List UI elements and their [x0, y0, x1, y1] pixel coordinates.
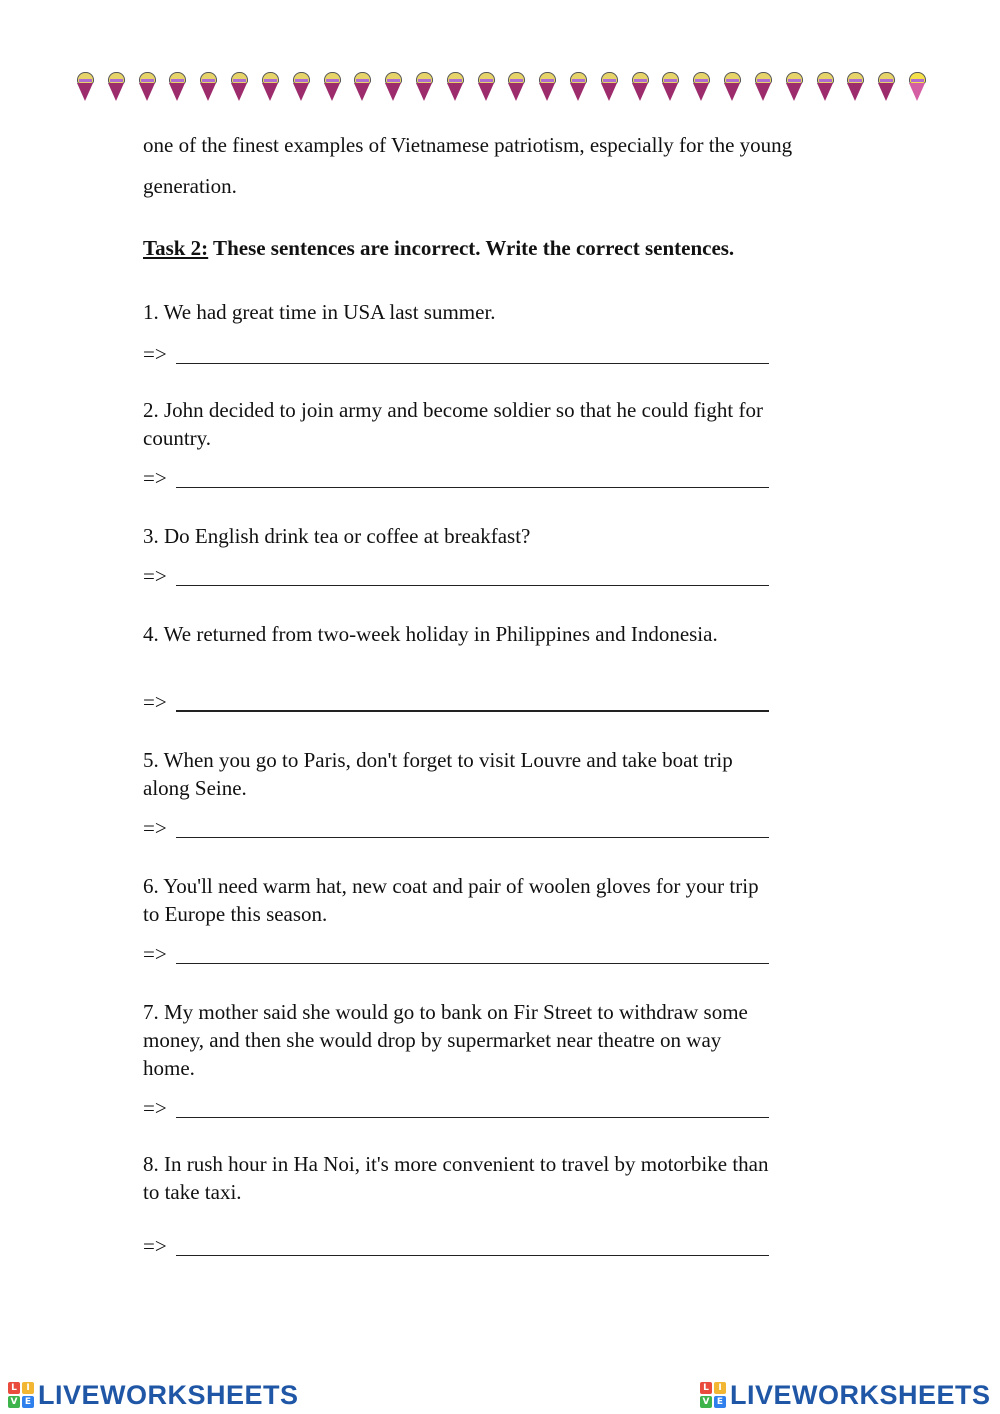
logo-block: V	[8, 1396, 20, 1408]
ice-cream-cone-icon	[415, 70, 433, 104]
ice-cream-cone-icon	[138, 70, 156, 104]
question-text: 7. My mother said she would go to bank on Fir Street to withdraw some money, and then she would drop by supermarket near theatre on way home.	[143, 1000, 748, 1080]
answer-input-line[interactable]	[176, 963, 769, 964]
question-text: 8. In rush hour in Ha Noi, it's more convenient to travel by motorbike than to take taxi.	[143, 1152, 769, 1204]
ice-cream-cone-icon	[168, 70, 186, 104]
ice-cream-cone-icon	[292, 70, 310, 104]
ice-cream-cone-icon	[908, 70, 926, 104]
answer-row	[143, 1096, 769, 1120]
answer-arrow: =>	[143, 816, 167, 840]
question-3	[143, 522, 773, 588]
answer-row	[143, 942, 769, 966]
answer-row	[143, 466, 769, 490]
question-text: 6. You'll need warm hat, new coat and pair of woolen gloves for your trip to Europe this season.	[143, 874, 759, 926]
ice-cream-cone-icon	[230, 70, 248, 104]
task-instruction: These sentences are incorrect. Write the correct sentences.	[208, 236, 735, 260]
ice-cream-cone-icon	[877, 70, 895, 104]
question-6	[143, 872, 773, 966]
ice-cream-cone-icon	[76, 70, 94, 104]
answer-row	[143, 690, 769, 714]
question-4	[143, 620, 773, 714]
ice-cream-cone-icon	[692, 70, 710, 104]
question-2	[143, 396, 773, 490]
answer-arrow: =>	[143, 342, 167, 366]
ice-cream-cone-icon	[323, 70, 341, 104]
ice-cream-cone-icon	[754, 70, 772, 104]
footer-logo-right[interactable]	[700, 1380, 991, 1410]
answer-input-line[interactable]	[176, 1255, 769, 1256]
ice-cream-cone-icon	[261, 70, 279, 104]
ice-cream-cone-icon	[631, 70, 649, 104]
question-8	[143, 1150, 773, 1258]
answer-arrow: =>	[143, 1234, 167, 1258]
question-text: 3. Do English drink tea or coffee at breakfast?	[143, 524, 531, 548]
answer-input-line[interactable]	[176, 363, 769, 364]
ice-cream-cone-icon	[538, 70, 556, 104]
ice-cream-cone-icon	[600, 70, 618, 104]
answer-input-line[interactable]	[176, 487, 769, 488]
logo-block: V	[700, 1396, 712, 1408]
ice-cream-cone-icon	[816, 70, 834, 104]
question-text: 4. We returned from two-week holiday in Philippines and Indonesia.	[143, 622, 718, 646]
answer-arrow: =>	[143, 1096, 167, 1120]
ice-cream-cone-icon	[477, 70, 495, 104]
ice-cream-cone-icon	[107, 70, 125, 104]
ice-cream-cone-icon	[353, 70, 371, 104]
logo-block: L	[8, 1382, 20, 1394]
answer-arrow: =>	[143, 942, 167, 966]
question-text: 5. When you go to Paris, don't forget to visit Louvre and take boat trip along Seine.	[143, 748, 733, 800]
ice-cream-cone-icon	[384, 70, 402, 104]
ice-cream-cone-icon	[446, 70, 464, 104]
intro-paragraph: one of the finest examples of Vietnamese patriotism, especially for the young generation.	[143, 133, 793, 198]
answer-row	[143, 342, 769, 366]
logo-blocks-icon	[8, 1382, 34, 1408]
answer-input-line[interactable]	[176, 585, 769, 586]
logo-block: E	[714, 1396, 726, 1408]
question-text: 2. John decided to join army and become soldier so that he could fight for country.	[143, 398, 763, 450]
brand-name: LIVEWORKSHEETS	[38, 1379, 299, 1410]
task-label: Task 2:	[143, 236, 209, 260]
logo-blocks-icon	[700, 1382, 726, 1408]
answer-arrow: =>	[143, 564, 167, 588]
answer-input-line[interactable]	[176, 837, 769, 838]
ice-cream-cone-icon	[846, 70, 864, 104]
ice-cream-cone-icon	[199, 70, 217, 104]
logo-block: E	[22, 1396, 34, 1408]
logo-block: I	[22, 1382, 34, 1394]
answer-row	[143, 1234, 769, 1258]
question-text: 1. We had great time in USA last summer.	[143, 300, 496, 324]
answer-row	[143, 564, 769, 588]
ice-cream-cone-icon	[569, 70, 587, 104]
answer-row	[143, 816, 769, 840]
answer-arrow: =>	[143, 690, 167, 714]
answer-input-line[interactable]	[176, 1117, 769, 1118]
logo-block: L	[700, 1382, 712, 1394]
logo-block: I	[714, 1382, 726, 1394]
footer-logo-left[interactable]	[8, 1380, 299, 1410]
answer-arrow: =>	[143, 466, 167, 490]
question-5	[143, 746, 773, 840]
question-7	[143, 998, 773, 1120]
answer-input-line[interactable]	[176, 710, 769, 712]
ice-cream-cone-icon	[723, 70, 741, 104]
ice-cream-cone-icon	[661, 70, 679, 104]
ice-cream-border	[76, 70, 926, 104]
brand-name: LIVEWORKSHEETS	[730, 1379, 991, 1410]
ice-cream-cone-icon	[785, 70, 803, 104]
task-heading	[143, 236, 734, 261]
ice-cream-cone-icon	[507, 70, 525, 104]
question-1	[143, 298, 773, 366]
